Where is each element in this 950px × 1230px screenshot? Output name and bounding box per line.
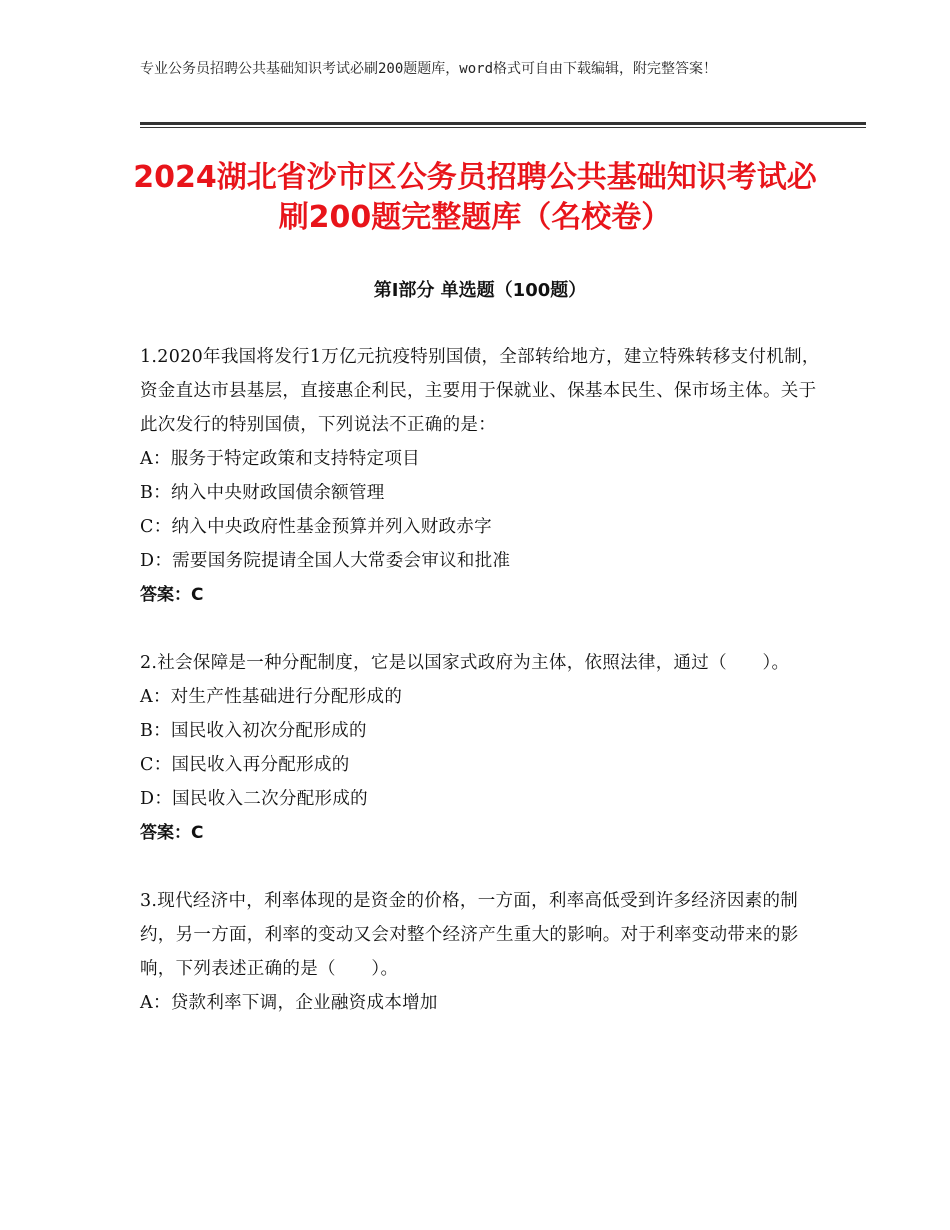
question-option: D：需要国务院提请全国人大常委会审议和批准: [140, 551, 511, 571]
question-option: A：贷款利率下调，企业融资成本增加: [140, 993, 438, 1013]
question-stem: 2.社会保障是一种分配制度，它是以国家式政府为主体，依照法律，通过（ ）。: [140, 653, 790, 673]
question-option: C：国民收入再分配形成的: [140, 755, 350, 775]
section-title: 第I部分 单选题（100题）: [373, 280, 587, 301]
question-option: D：国民收入二次分配形成的: [140, 789, 368, 809]
header-rule-thin: [140, 127, 866, 128]
question-option: B：国民收入初次分配形成的: [140, 721, 367, 741]
question-option: C：纳入中央政府性基金预算并列入财政赤字: [140, 517, 492, 537]
document-title: 2024湖北省沙市区公务员招聘公共基础知识考试必刷200题完整题库（名校卷）: [133, 160, 817, 235]
question-stem: 3.现代经济中，利率体现的是资金的价格，一方面，利率高低受到许多经济因素的制约，另一方面，利率的变动又会对整个经济产生重大的影响。对于利率变动带来的影响，下列表述正确的是（ ）。: [140, 891, 799, 979]
header-rule-thick: [140, 122, 866, 125]
question-item: [140, 884, 820, 1020]
question-answer: 答案：C: [140, 823, 204, 843]
question-option: B：纳入中央财政国债余额管理: [140, 483, 385, 503]
question-list: [140, 340, 820, 1054]
header-note: 专业公务员招聘公共基础知识考试必刷200题题库，word格式可自由下载编辑，附完整答案！: [140, 61, 717, 77]
question-stem: 1.2020年我国将发行1万亿元抗疫特别国债，全部转给地方，建立特殊转移支付机制，资金直达市县基层，直接惠企利民，主要用于保就业、保基本民生、保市场主体。关于此次发行的特别国债，下列说法不正确的是：: [140, 347, 820, 435]
question-answer: 答案：C: [140, 585, 204, 605]
question-option: A：服务于特定政策和支持特定项目: [140, 449, 420, 469]
question-option: A：对生产性基础进行分配形成的: [140, 687, 403, 707]
question-item: [140, 340, 820, 612]
question-item: [140, 646, 820, 850]
